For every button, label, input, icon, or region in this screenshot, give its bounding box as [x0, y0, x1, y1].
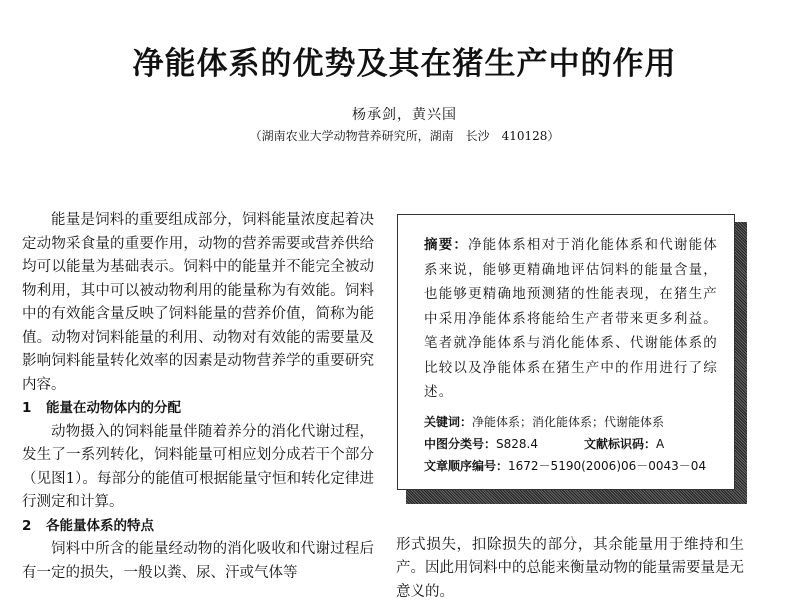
- affiliation: （湖南农业大学动物营养研究所，湖南 长沙 410128）: [0, 127, 809, 144]
- article-number-row: [424, 455, 720, 477]
- section-2-number: 2: [22, 515, 46, 539]
- article-number-value: 1672－5190(2006)06－0043－04: [508, 459, 706, 473]
- keywords-value: 净能体系；消化能体系；代谢能体系: [472, 415, 664, 429]
- authors: 杨承剑，黄兴国: [0, 104, 809, 124]
- article-number-label: 文章顺序编号：: [424, 459, 508, 473]
- left-column: [22, 209, 374, 585]
- section-1-title: 能量在动物体内的分配: [46, 400, 181, 416]
- section-2-title: 各能量体系的特点: [46, 518, 154, 534]
- clc-value: S828.4: [496, 437, 538, 451]
- abstract: [424, 233, 720, 405]
- doc-code-label: 文献标识码：: [584, 437, 656, 451]
- keywords-label: 关键词：: [424, 415, 472, 429]
- abstract-text: 净能体系相对于消化能体系和代谢能体系来说，能够更精确地评估饲料的能量含量，也能够更精确地预测猪的性能表现，在猪生产中采用净能体系将能给生产者带来更多利益。笔者就净能体系与消化能体系、代谢能体系的比较以及净能体系在猪生产中的作用进行了综述。: [424, 237, 718, 400]
- section-1-heading: [22, 397, 374, 421]
- article-metadata: [424, 411, 720, 477]
- keywords-row: [424, 411, 720, 433]
- clc-label: 中图分类号：: [424, 437, 496, 451]
- classification-row: [424, 433, 720, 455]
- right-column-paragraph: 形式损失，扣除损失的部分，其余能量用于维持和生产。因此用饲料中的总能来衡量动物的能量需要量是无意义的。: [396, 534, 744, 604]
- abstract-label: 摘要：: [424, 237, 468, 253]
- section-2-paragraph: 饲料中所含的能量经动物的消化吸收和代谢过程后有一定的损失，一般以粪、尿、汗或气体等: [22, 538, 374, 585]
- paper-title: 净能体系的优势及其在猪生产中的作用: [0, 38, 809, 83]
- section-2-heading: [22, 515, 374, 539]
- intro-paragraph: 能量是饲料的重要组成部分，饲料能量浓度起着决定动物采食量的重要作用，动物的营养需要或营养供给均可以能量为基础表示。饲料中的能量并不能完全被动物利用，其中可以被动物利用的能量称为有效能。饲料中的有效能含量反映了饲料能量的营养价值，简称为能值。动物对饲料能量的利用、动物对有效能的需要量及影响饲料能量转化效率的因素是动物营养学的重要研究内容。: [22, 209, 374, 397]
- section-1-paragraph: 动物摄入的饲料能量伴随着养分的消化代谢过程，发生了一系列转化，饲料能量可相应划分成若干个部分（见图1）。每部分的能值可根据能量守恒和转化定律进行测定和计算。: [22, 421, 374, 515]
- doc-code-value: A: [656, 437, 664, 451]
- section-1-number: 1: [22, 397, 46, 421]
- abstract-box: [397, 214, 735, 490]
